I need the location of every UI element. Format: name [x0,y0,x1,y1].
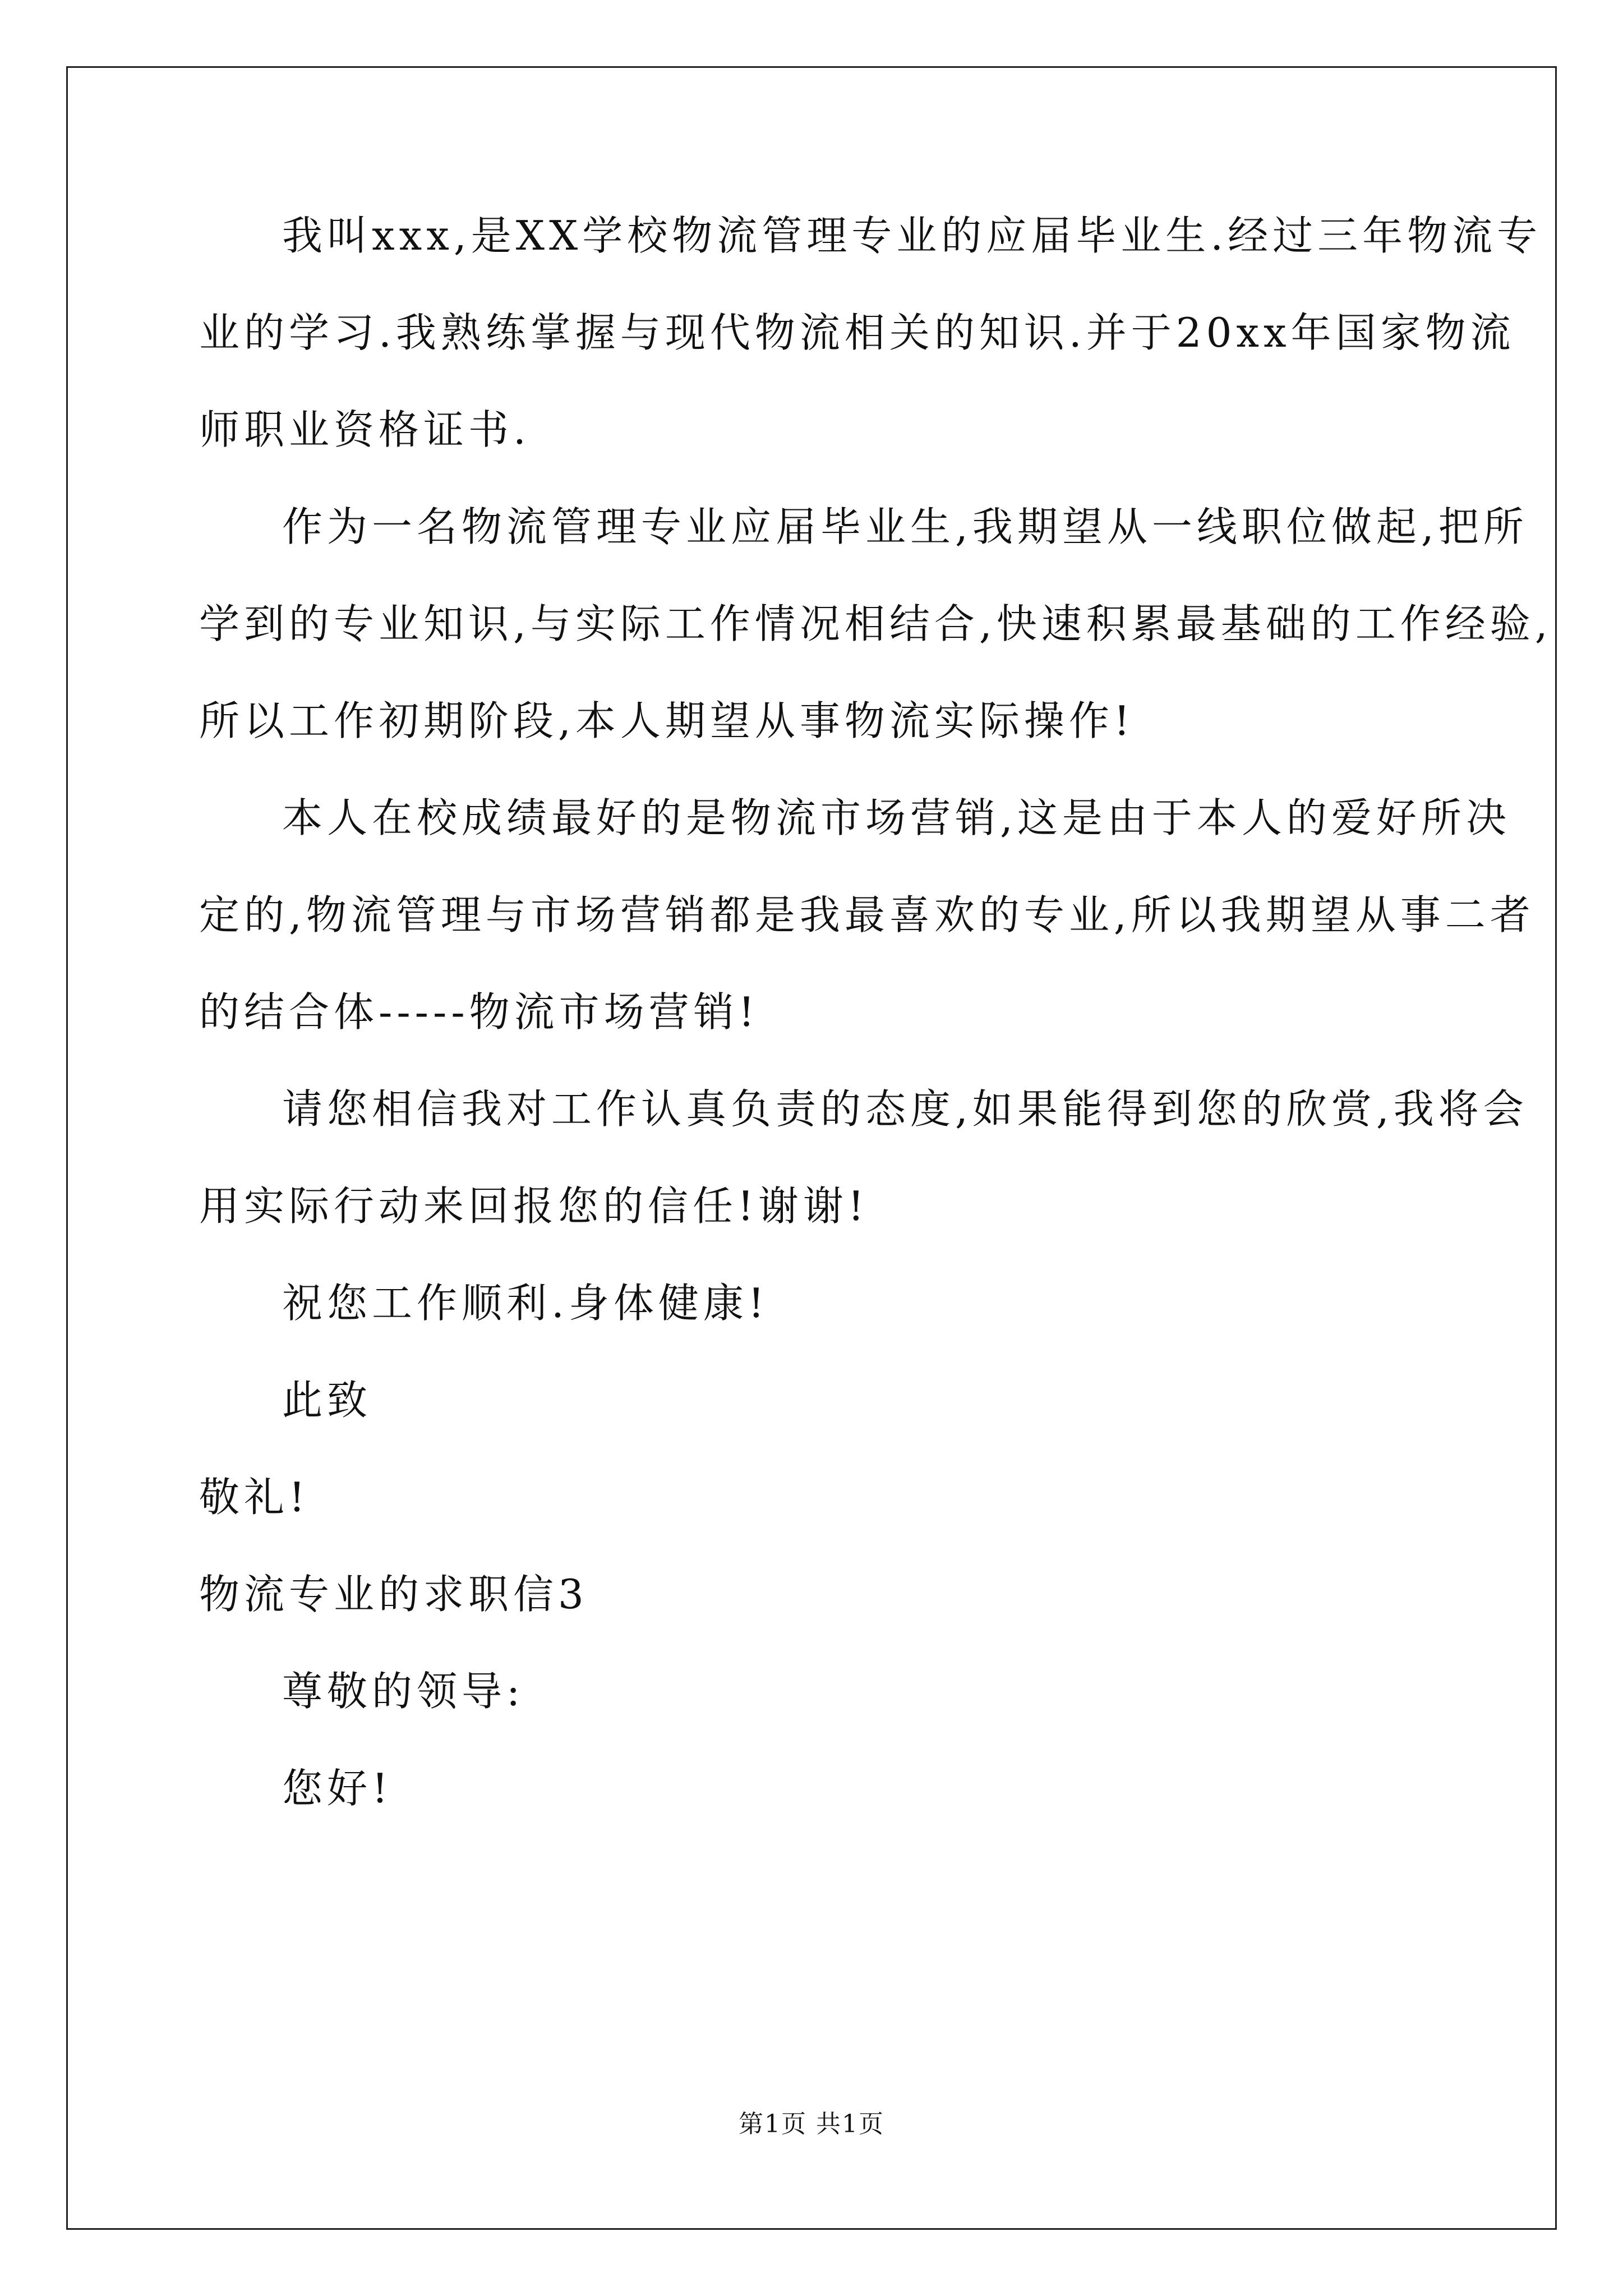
paragraph-2-line-1: 作为一名物流管理专业应届毕业生,我期望从一线职位做起,把所 [282,503,1528,550]
page-footer: 第1页 共1页 [739,2110,884,2138]
page-frame [66,66,1557,2230]
paragraph-3-line-1: 本人在校成绩最好的是物流市场营销,这是由于本人的爱好所决 [282,794,1511,841]
closing-cizhi: 此致 [282,1377,372,1424]
paragraph-2-line-3: 所以工作初期阶段,本人期望从事物流实际操作! [199,697,1135,744]
paragraph-2-line-2: 学到的专业知识,与实际工作情况相结合,快速积累最基础的工作经验, [199,600,1552,647]
paragraph-4-line-2: 用实际行动来回报您的信任!谢谢! [199,1182,869,1230]
paragraph-3-line-2: 定的,物流管理与市场营销都是我最喜欢的专业,所以我期望从事二者 [199,891,1535,938]
paragraph-4-line-1: 请您相信我对工作认真负责的态度,如果能得到您的欣赏,我将会 [282,1085,1528,1133]
closing-jingli: 敬礼! [199,1474,310,1521]
paragraph-1-line-1: 我叫xxx,是XX学校物流管理专业的应届毕业生.经过三年物流专 [282,212,1542,259]
salutation: 尊敬的领导: [282,1668,525,1715]
closing-wish: 祝您工作顺利.身体健康! [282,1280,769,1327]
paragraph-1-line-2: 业的学习.我熟练掌握与现代物流相关的知识.并于20xx年国家物流 [199,309,1515,356]
paragraph-3-line-3: 的结合体-----物流市场营销! [199,988,759,1036]
paragraph-1-line-3: 师职业资格证书. [199,406,531,453]
greeting: 您好! [282,1765,393,1812]
section-heading: 物流专业的求职信3 [199,1571,588,1618]
